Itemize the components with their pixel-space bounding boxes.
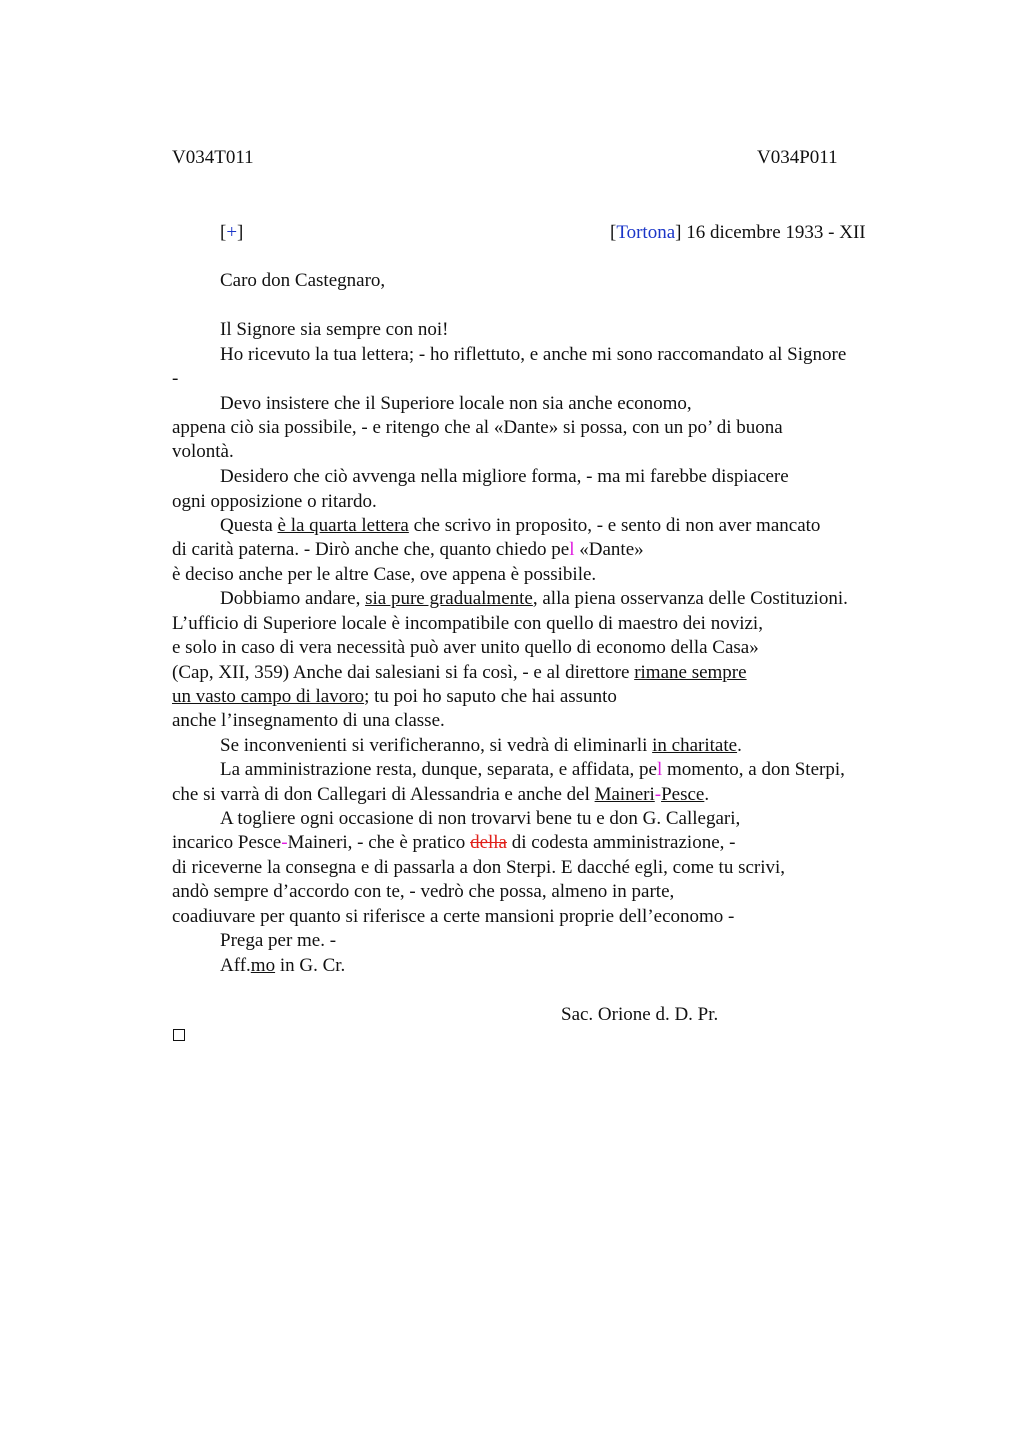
letter-line: e solo in caso di vera necessità può aver unito quello di economo della Casa» — [172, 637, 759, 658]
doc-code-right: V034P011 — [757, 147, 838, 168]
doc-code-left: V034T011 — [172, 147, 254, 168]
bracket: [ — [220, 222, 227, 243]
underlined-text: è la quarta lettera — [277, 515, 409, 536]
text: incarico Pesce — [172, 832, 282, 853]
signature: Sac. Orione d. D. Pr. — [561, 1004, 719, 1025]
underlined-text: un vasto campo di lavoro — [172, 686, 365, 707]
letter-line: Prega per me. - — [220, 930, 337, 951]
letter-line — [172, 662, 747, 684]
text: . — [704, 784, 710, 805]
place-date — [610, 222, 866, 244]
plus-mark: + — [226, 222, 238, 243]
letter-line: anche l’insegnamento di una classe. — [172, 710, 445, 731]
bracket: [ — [610, 222, 617, 243]
text: in G. Cr. — [275, 955, 346, 976]
date-text: 16 dicembre 1933 - XII — [681, 222, 866, 243]
letter-line: Desidero che ciò avvenga nella migliore forma, - ma mi farebbe dispiacere — [220, 466, 789, 487]
underlined-text: in charitate — [652, 735, 738, 756]
text: Dobbiamo andare, — [220, 588, 366, 609]
letter-line — [220, 759, 845, 781]
text: di carità paterna. - Dirò anche che, quanto chiedo pe — [172, 539, 570, 560]
letter-line: ogni opposizione o ritardo. — [172, 491, 377, 512]
text: di codesta amministrazione, - — [507, 832, 736, 853]
underlined-text: Maineri — [594, 784, 655, 805]
letter-line: Devo insistere che il Superiore locale non sia anche economo, — [220, 393, 692, 414]
text: «Dante» — [574, 539, 644, 560]
letter-line — [172, 539, 644, 561]
editorial-mark — [220, 222, 243, 244]
letter-line — [172, 832, 735, 854]
letter-line: andò sempre d’accordo con te, - vedrò che possa, almeno in parte, — [172, 881, 675, 902]
letter-line — [220, 735, 742, 757]
corrected-letter: l — [656, 759, 663, 780]
text: che si varrà di don Callegari di Alessandria e anche del — [172, 784, 595, 805]
place-name: Tortona — [616, 222, 676, 243]
letter-line: Il Signore sia sempre con noi! — [220, 319, 449, 340]
corrected-hyphen: - — [654, 784, 662, 805]
text: momento, a don Sterpi, — [662, 759, 845, 780]
corrected-hyphen: - — [281, 832, 288, 853]
underlined-text: Pesce — [661, 784, 705, 805]
letter-line: di riceverne la consegna e di passarla a don Sterpi. E dacché egli, come tu scrivi, — [172, 857, 786, 878]
closing-line — [220, 955, 345, 977]
letter-line: - — [172, 368, 179, 389]
text: (Cap, XII, 359) Anche dai salesiani si fa così, - e al direttore — [172, 662, 635, 683]
text: Maineri, - che è pratico — [287, 832, 471, 853]
letter-line — [172, 686, 617, 708]
text: Se inconvenienti si verificheranno, si vedrà di eliminarli — [220, 735, 653, 756]
letter-line: A togliere ogni occasione di non trovarvi bene tu e don G. Callegari, — [220, 808, 741, 829]
bracket: ] — [675, 222, 682, 243]
letter-line — [172, 784, 709, 806]
letter-line — [220, 515, 820, 537]
bracket: ] — [237, 222, 244, 243]
text: Questa — [220, 515, 278, 536]
underlined-text: sia pure gradualmente — [365, 588, 533, 609]
letter-line: coadiuvare per quanto si riferisce a certe mansioni proprie dell’economo - — [172, 906, 735, 927]
letter-line: L’ufficio di Superiore locale è incompatibile con quello di maestro dei novizi, — [172, 613, 763, 634]
letter-line: è deciso anche per le altre Case, ove appena è possibile. — [172, 564, 597, 585]
underlined-text: mo — [250, 955, 276, 976]
text: ; tu poi ho saputo che hai assunto — [364, 686, 617, 707]
greeting: Caro don Castegnaro, — [220, 270, 386, 291]
text: La amministrazione resta, dunque, separata, e affidata, pe — [220, 759, 657, 780]
letter-line: volontà. — [172, 441, 234, 462]
text: , alla piena osservanza delle Costituzioni. — [532, 588, 848, 609]
letter-line: Ho ricevuto la tua lettera; - ho riflettuto, e anche mi sono raccomandato al Signore — [220, 344, 847, 365]
underlined-text: rimane sempre — [634, 662, 747, 683]
text: Aff. — [220, 955, 251, 976]
letter-line: appena ciò sia possibile, - e ritengo che al «Dante» si possa, con un po’ di buona — [172, 417, 783, 438]
letter-line — [220, 588, 848, 610]
end-marker-square — [173, 1029, 185, 1041]
text: che scrivo in proposito, - e sento di non aver mancato — [408, 515, 821, 536]
struck-text: della — [470, 832, 507, 853]
corrected-letter: l — [569, 539, 575, 560]
text: . — [737, 735, 742, 756]
